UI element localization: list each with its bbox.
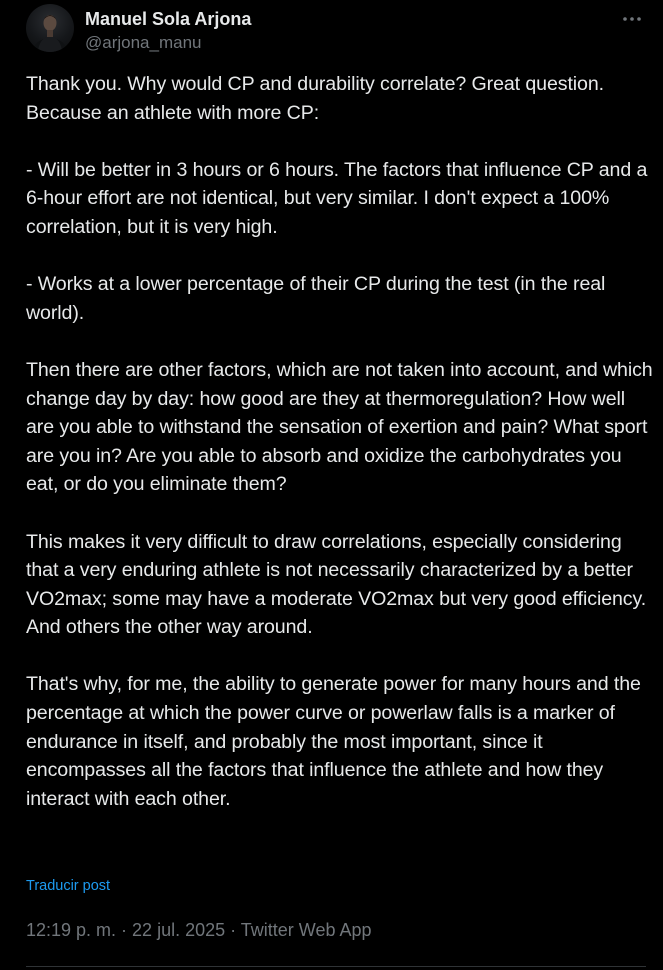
tweet-text: Thank you. Why would CP and durability correlate? Great question. Because an athlete with more CP: - Will be better in 3 hours or 6 hours. The factors that influence CP and a 6-hour effort are not identical, but very similar. I don't expect a 100% correlation, but it is very high. - Works at a lower percentage of their CP during the test (in the real world). Then there are other factors, which are not taken into account, and which change day by day: how good are they at thermoregulation? How well are you able to withstand the sensation of exertion and pain? What sport are you in? Are you able to absorb and oxidize the carbohydrates you eat, or do you eliminate them? This makes it very difficult to draw correlations, especially considering that a very enduring athlete is not necessarily characterized by a better VO2max; some may have a moderate VO2max but very good efficiency. And others the other way around. That's why, for me, the ability to generate power for many hours and the percentage at which the power curve or powerlaw falls is a marker of endurance in itself, and probably the most important, since it encompasses all the factors that influence the athlete and how they interact with each other. [26,73,653,810]
avatar[interactable] [26,4,74,52]
author-names [85,7,251,55]
divider [26,966,646,967]
author-handle[interactable]: @arjona_manu [85,33,202,52]
tweet-timestamp[interactable]: 12:19 p. m. · 22 jul. 2025 · Twitter Web App [26,920,372,940]
author-display-name[interactable]: Manuel Sola Arjona [85,9,252,29]
translate-post-link[interactable]: Traducir post [26,878,111,894]
more-horizontal-icon [622,16,642,22]
tweet-header [26,4,646,56]
avatar-person-icon [26,4,74,52]
more-options-button[interactable] [618,10,646,28]
